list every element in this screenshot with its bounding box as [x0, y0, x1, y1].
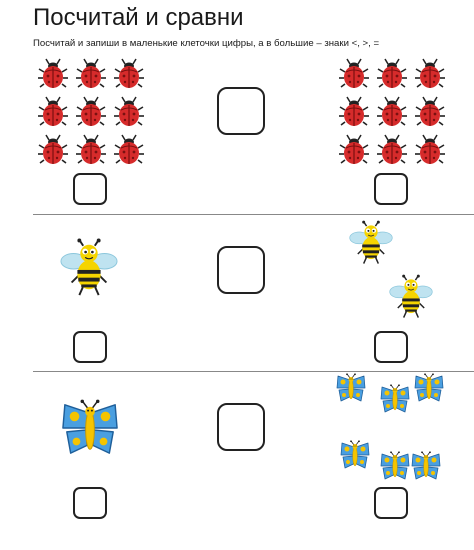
count-box-right-row3[interactable]	[374, 487, 408, 519]
compare-box-row1[interactable]	[217, 87, 265, 135]
butterfly-icon	[340, 440, 370, 470]
count-box-right-row1[interactable]	[374, 173, 408, 205]
page-title: Посчитай и сравни	[33, 4, 244, 31]
bee-icon	[60, 238, 118, 298]
butterfly-icon	[414, 373, 444, 403]
row-divider	[33, 214, 474, 215]
ladybug-group-left	[38, 58, 148, 166]
butterfly-icon	[380, 451, 410, 481]
bee-icon	[389, 274, 433, 320]
count-box-right-row2[interactable]	[374, 331, 408, 363]
count-box-left-row1[interactable]	[73, 173, 107, 205]
count-box-left-row3[interactable]	[73, 487, 107, 519]
butterfly-icon	[61, 399, 119, 457]
compare-box-row2[interactable]	[217, 246, 265, 294]
row-divider	[33, 371, 474, 372]
butterfly-icon	[411, 451, 441, 481]
butterfly-icon	[380, 384, 410, 414]
count-box-left-row2[interactable]	[73, 331, 107, 363]
compare-box-row3[interactable]	[217, 403, 265, 451]
instruction-text: Посчитай и запиши в маленькие клеточки цифры, а в большие – знаки <, >, =	[33, 38, 380, 49]
bee-icon	[349, 220, 393, 266]
ladybug-group-right	[339, 58, 449, 166]
butterfly-icon	[336, 373, 366, 403]
